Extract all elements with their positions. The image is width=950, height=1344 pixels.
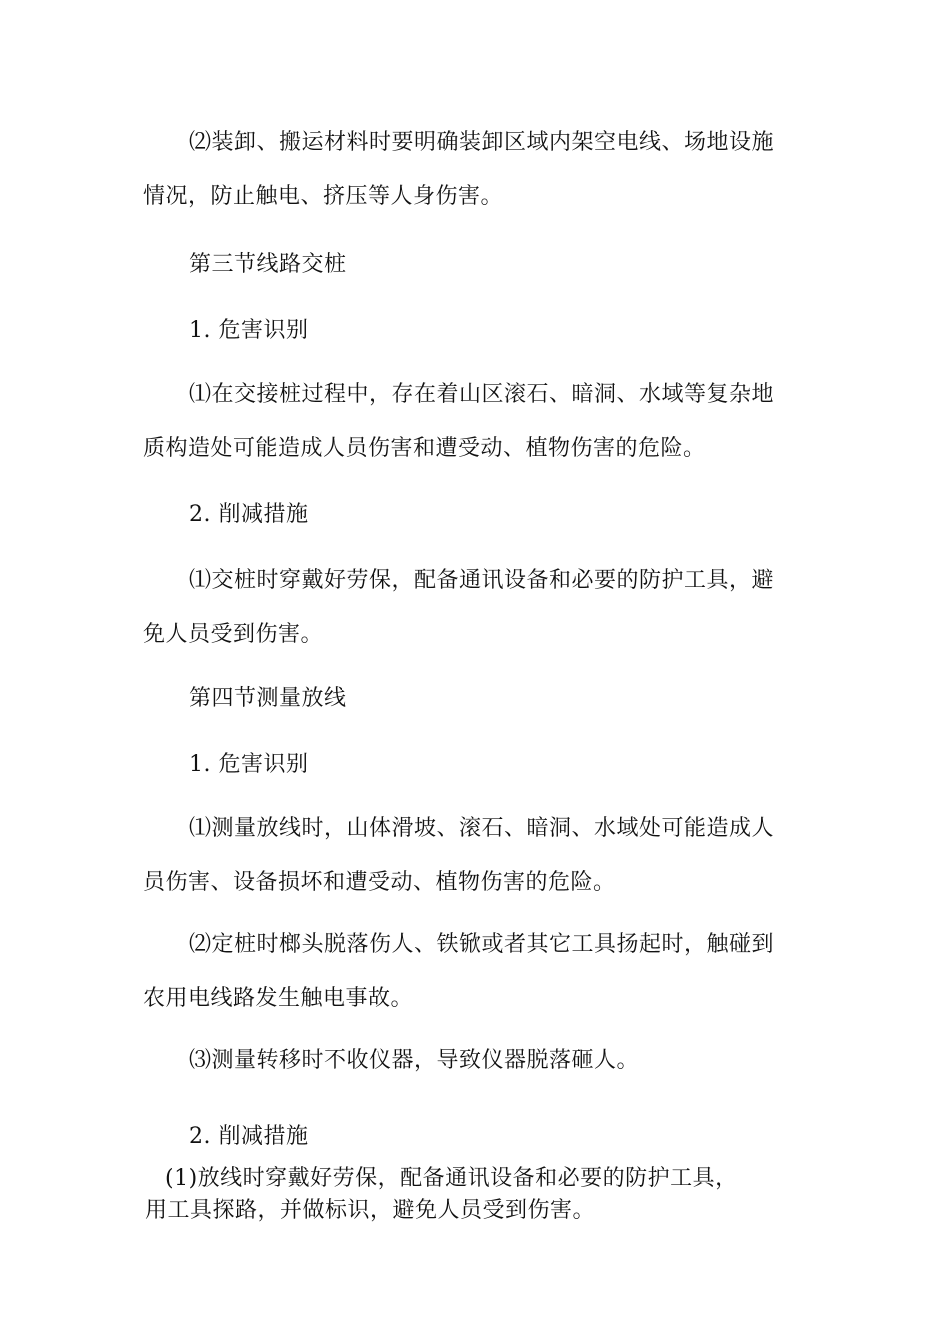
section-heading: 第三节线路交桩 bbox=[189, 252, 347, 277]
text-line: ⑶测量转移时不收仪器，导致仪器脱落砸人。 bbox=[189, 1048, 640, 1073]
text-line: 农用电线路发生触电事故。 bbox=[143, 986, 414, 1011]
paragraph-mitigation bbox=[145, 1163, 825, 1227]
text-line: 情况，防止触电、挤压等人身伤害。 bbox=[143, 184, 504, 209]
paragraph-hazard bbox=[143, 802, 813, 910]
subheading-hazard-identification: 1. 危害识别 bbox=[189, 318, 309, 343]
text-line: ⑴测量放线时，山体滑坡、滚石、暗洞、水域处可能造成人 bbox=[189, 816, 775, 841]
paragraph-hazard bbox=[143, 918, 813, 1026]
text-line: ⑴交桩时穿戴好劳保，配备通讯设备和必要的防护工具，避 bbox=[189, 568, 775, 593]
text-line: ⑵装卸、搬运材料时要明确装卸区域内架空电线、场地设施 bbox=[189, 130, 775, 155]
text-line: 免人员受到伤害。 bbox=[143, 622, 324, 647]
text-line: ⑵定桩时榔头脱落伤人、铁锨或者其它工具扬起时，触碰到 bbox=[189, 932, 775, 957]
text-line: ⑴在交接桩过程中，存在着山区滚石、暗洞、水域等复杂地 bbox=[189, 382, 775, 407]
text-line: 用工具探路，并做标识，避免人员受到伤害。 bbox=[145, 1198, 596, 1223]
paragraph-hazard bbox=[143, 368, 813, 476]
section-heading: 第四节测量放线 bbox=[189, 686, 347, 711]
paragraph-mitigation bbox=[143, 554, 813, 662]
text-line: 质构造处可能造成人员伤害和遭受动、植物伤害的危险。 bbox=[143, 436, 706, 461]
paragraph-loading-safety bbox=[143, 116, 813, 224]
text-line: 员伤害、设备损坏和遭受动、植物伤害的危险。 bbox=[143, 870, 616, 895]
subheading-mitigation: 2. 削减措施 bbox=[189, 502, 309, 527]
subheading-mitigation: 2. 削减措施 bbox=[189, 1124, 309, 1149]
subheading-hazard-identification: 1. 危害识别 bbox=[189, 752, 309, 777]
paragraph-hazard bbox=[143, 1034, 813, 1088]
text-line: (1)放线时穿戴好劳保，配备通讯设备和必要的防护工具， bbox=[165, 1166, 738, 1191]
